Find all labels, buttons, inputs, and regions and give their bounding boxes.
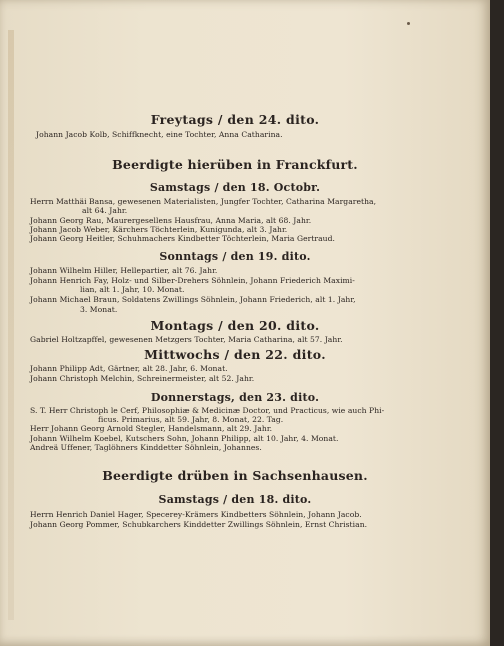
entry-line: Johann Christoph Melchin, Schreinermeister, alt 52. Jahr. [30, 374, 255, 383]
day-heading: Donnerstags, den 23. dito. [150, 391, 320, 404]
ink-speck [407, 22, 410, 25]
entry-line: Johann Michael Braun, Soldatens Zwillings Söhnlein, Johann Friederich, alt 1. Jahr, [30, 295, 356, 304]
entry-line: alt 64. Jahr. [82, 206, 128, 215]
entry-line: Herrn Henrich Daniel Hager, Specerey-Krämers Kindbetters Söhnlein, Johann Jacob. [30, 510, 362, 519]
entry-line: Johann Henrich Fay, Holz- und Silber-Drehers Söhnlein, Johann Friederich Maximi- [30, 276, 355, 285]
day-heading: Montags / den 20. dito. [150, 318, 320, 333]
day-heading: Sonntags / den 19. dito. [159, 250, 311, 263]
entry-line: Gabriel Holtzapffel, gewesenen Metzgers Tochter, Maria Catharina, alt 57. Jahr. [30, 335, 343, 344]
section-heading: Beerdigte drüben in Sachsenhausen. [102, 468, 368, 483]
entry-line: 3. Monat. [80, 305, 118, 314]
entry-line: Johann Georg Pommer, Schubkarchers Kinddetter Zwillings Söhnlein, Ernst Christian. [30, 520, 368, 529]
entry-line: Johann Philipp Adt, Gärtner, alt 28. Jahr, 6. Monat. [30, 364, 228, 373]
entry-line: Andreä Uffener, Taglöhners Kinddetter Söhnlein, Johannes. [30, 443, 262, 452]
entry-line: S. T. Herr Christoph le Cerf, Philosophiæ & Medicinæ Doctor, und Practicus, wie auch Phi- [30, 406, 385, 415]
day-heading: Freytags / den 24. dito. [150, 112, 320, 127]
day-heading: Samstags / den 18. dito. [158, 493, 312, 506]
day-heading: Samstags / den 18. Octobr. [149, 181, 321, 194]
entry-line: Johann Jacob Kolb, Schiffknecht, eine Tochter, Anna Catharina. [36, 130, 283, 139]
entry-line: Johann Georg Rau, Maurergesellens Hausfrau, Anna Maria, alt 68. Jahr. [30, 216, 312, 225]
day-heading: Mittwochs / den 22. dito. [144, 347, 326, 362]
section-heading: Beerdigte hierüben in Franckfurt. [112, 157, 358, 172]
entry-line: Johann Jacob Weber, Kärchers Töchterlein, Kunigunda, alt 3. Jahr. [30, 225, 288, 234]
entry-line: ficus. Primarius, alt 59. Jahr, 8. Monat, 22. Tag. [98, 415, 284, 424]
entry-line: Johann Georg Heitler, Schuhmachers Kindbetter Töchterlein, Maria Gertraud. [30, 234, 335, 243]
entry-line: Johann Wilhelm Hiller, Hellepartier, alt 76. Jahr. [30, 266, 218, 275]
entry-line: Herr Johann Georg Arnold Stegler, Handelsmann, alt 29. Jahr. [30, 424, 273, 433]
entry-line: Johann Wilhelm Koebel, Kutschers Sohn, Johann Philipp, alt 10. Jahr, 4. Monat. [30, 434, 339, 443]
entry-line: lian, alt 1. Jahr, 10. Monat. [80, 285, 185, 294]
entry-line: Herrn Matthäi Bansa, gewesenen Materialisten, Jungfer Tochter, Catharina Margaretha, [30, 197, 377, 206]
